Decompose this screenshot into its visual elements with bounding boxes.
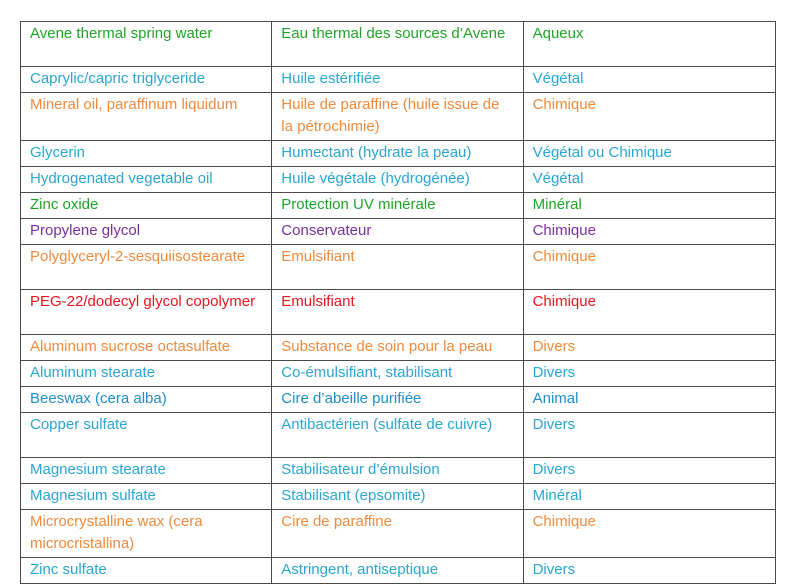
cell-name: Zinc sulfate: [21, 558, 272, 584]
cell-category: Végétal: [523, 67, 775, 93]
cell-description: Stabilisant (epsomite): [272, 484, 523, 510]
cell-category: Divers: [523, 558, 775, 584]
cell-description: Cire d’abeille purifiée: [272, 387, 523, 413]
table-row: [21, 245, 776, 290]
table-row: [21, 167, 776, 193]
table-row: [21, 335, 776, 361]
cell-name: Avene thermal spring water: [21, 22, 272, 67]
cell-name: Beeswax (cera alba): [21, 387, 272, 413]
cell-description: Humectant (hydrate la peau): [272, 141, 523, 167]
table-row: [21, 219, 776, 245]
cell-category: Divers: [523, 361, 775, 387]
table-row: [21, 413, 776, 458]
cell-description: Emulsifiant: [272, 245, 523, 290]
table-row: [21, 193, 776, 219]
cell-description: Substance de soin pour la peau: [272, 335, 523, 361]
cell-name: Propylene glycol: [21, 219, 272, 245]
cell-description: Conservateur: [272, 219, 523, 245]
cell-category: Animal: [523, 387, 775, 413]
cell-description: Co-émulsifiant, stabilisant: [272, 361, 523, 387]
cell-category: Aqueux: [523, 22, 775, 67]
cell-category: Chimique: [523, 245, 775, 290]
cell-category: Divers: [523, 458, 775, 484]
cell-category: Divers: [523, 335, 775, 361]
cell-description: Cire de paraffine: [272, 510, 523, 558]
table-row: [21, 510, 776, 558]
cell-category: Minéral: [523, 484, 775, 510]
cell-category: Végétal ou Chimique: [523, 141, 775, 167]
cell-category: Minéral: [523, 193, 775, 219]
table-row: [21, 484, 776, 510]
cell-name: Microcrystalline wax (cera microcristallina): [21, 510, 272, 558]
cell-category: Chimique: [523, 290, 775, 335]
cell-category: Végétal: [523, 167, 775, 193]
cell-name: Caprylic/capric triglyceride: [21, 67, 272, 93]
cell-description: Stabilisateur d’émulsion: [272, 458, 523, 484]
cell-category: Divers: [523, 413, 775, 458]
cell-description: Eau thermal des sources d’Avene: [272, 22, 523, 67]
table-row: [21, 67, 776, 93]
cell-category: Chimique: [523, 219, 775, 245]
cell-name: Magnesium sulfate: [21, 484, 272, 510]
cell-name: Aluminum stearate: [21, 361, 272, 387]
cell-description: Protection UV minérale: [272, 193, 523, 219]
cell-name: Glycerin: [21, 141, 272, 167]
cell-name: Copper sulfate: [21, 413, 272, 458]
cell-name: PEG-22/dodecyl glycol copolymer: [21, 290, 272, 335]
cell-description: Huile estérifiée: [272, 67, 523, 93]
cell-description: Huile de paraffine (huile issue de la pétrochimie): [272, 93, 523, 141]
cell-name: Zinc oxide: [21, 193, 272, 219]
table-row: [21, 458, 776, 484]
cell-category: Chimique: [523, 93, 775, 141]
cell-description: Antibactérien (sulfate de cuivre): [272, 413, 523, 458]
table-row: [21, 361, 776, 387]
table-row: [21, 558, 776, 584]
cell-name: Mineral oil, paraffinum liquidum: [21, 93, 272, 141]
table-row: [21, 141, 776, 167]
table-row: [21, 290, 776, 335]
cell-name: Polyglyceryl-2-sesquiisostearate: [21, 245, 272, 290]
table-row: [21, 387, 776, 413]
cell-description: Huile végétale (hydrogénée): [272, 167, 523, 193]
cell-name: Hydrogenated vegetable oil: [21, 167, 272, 193]
cell-name: Magnesium stearate: [21, 458, 272, 484]
table-row: [21, 93, 776, 141]
ingredients-table: [20, 21, 776, 584]
cell-name: Aluminum sucrose octasulfate: [21, 335, 272, 361]
cell-description: Astringent, antiseptique: [272, 558, 523, 584]
table-row: [21, 22, 776, 67]
cell-description: Emulsifiant: [272, 290, 523, 335]
cell-category: Chimique: [523, 510, 775, 558]
table-body: [21, 22, 776, 584]
